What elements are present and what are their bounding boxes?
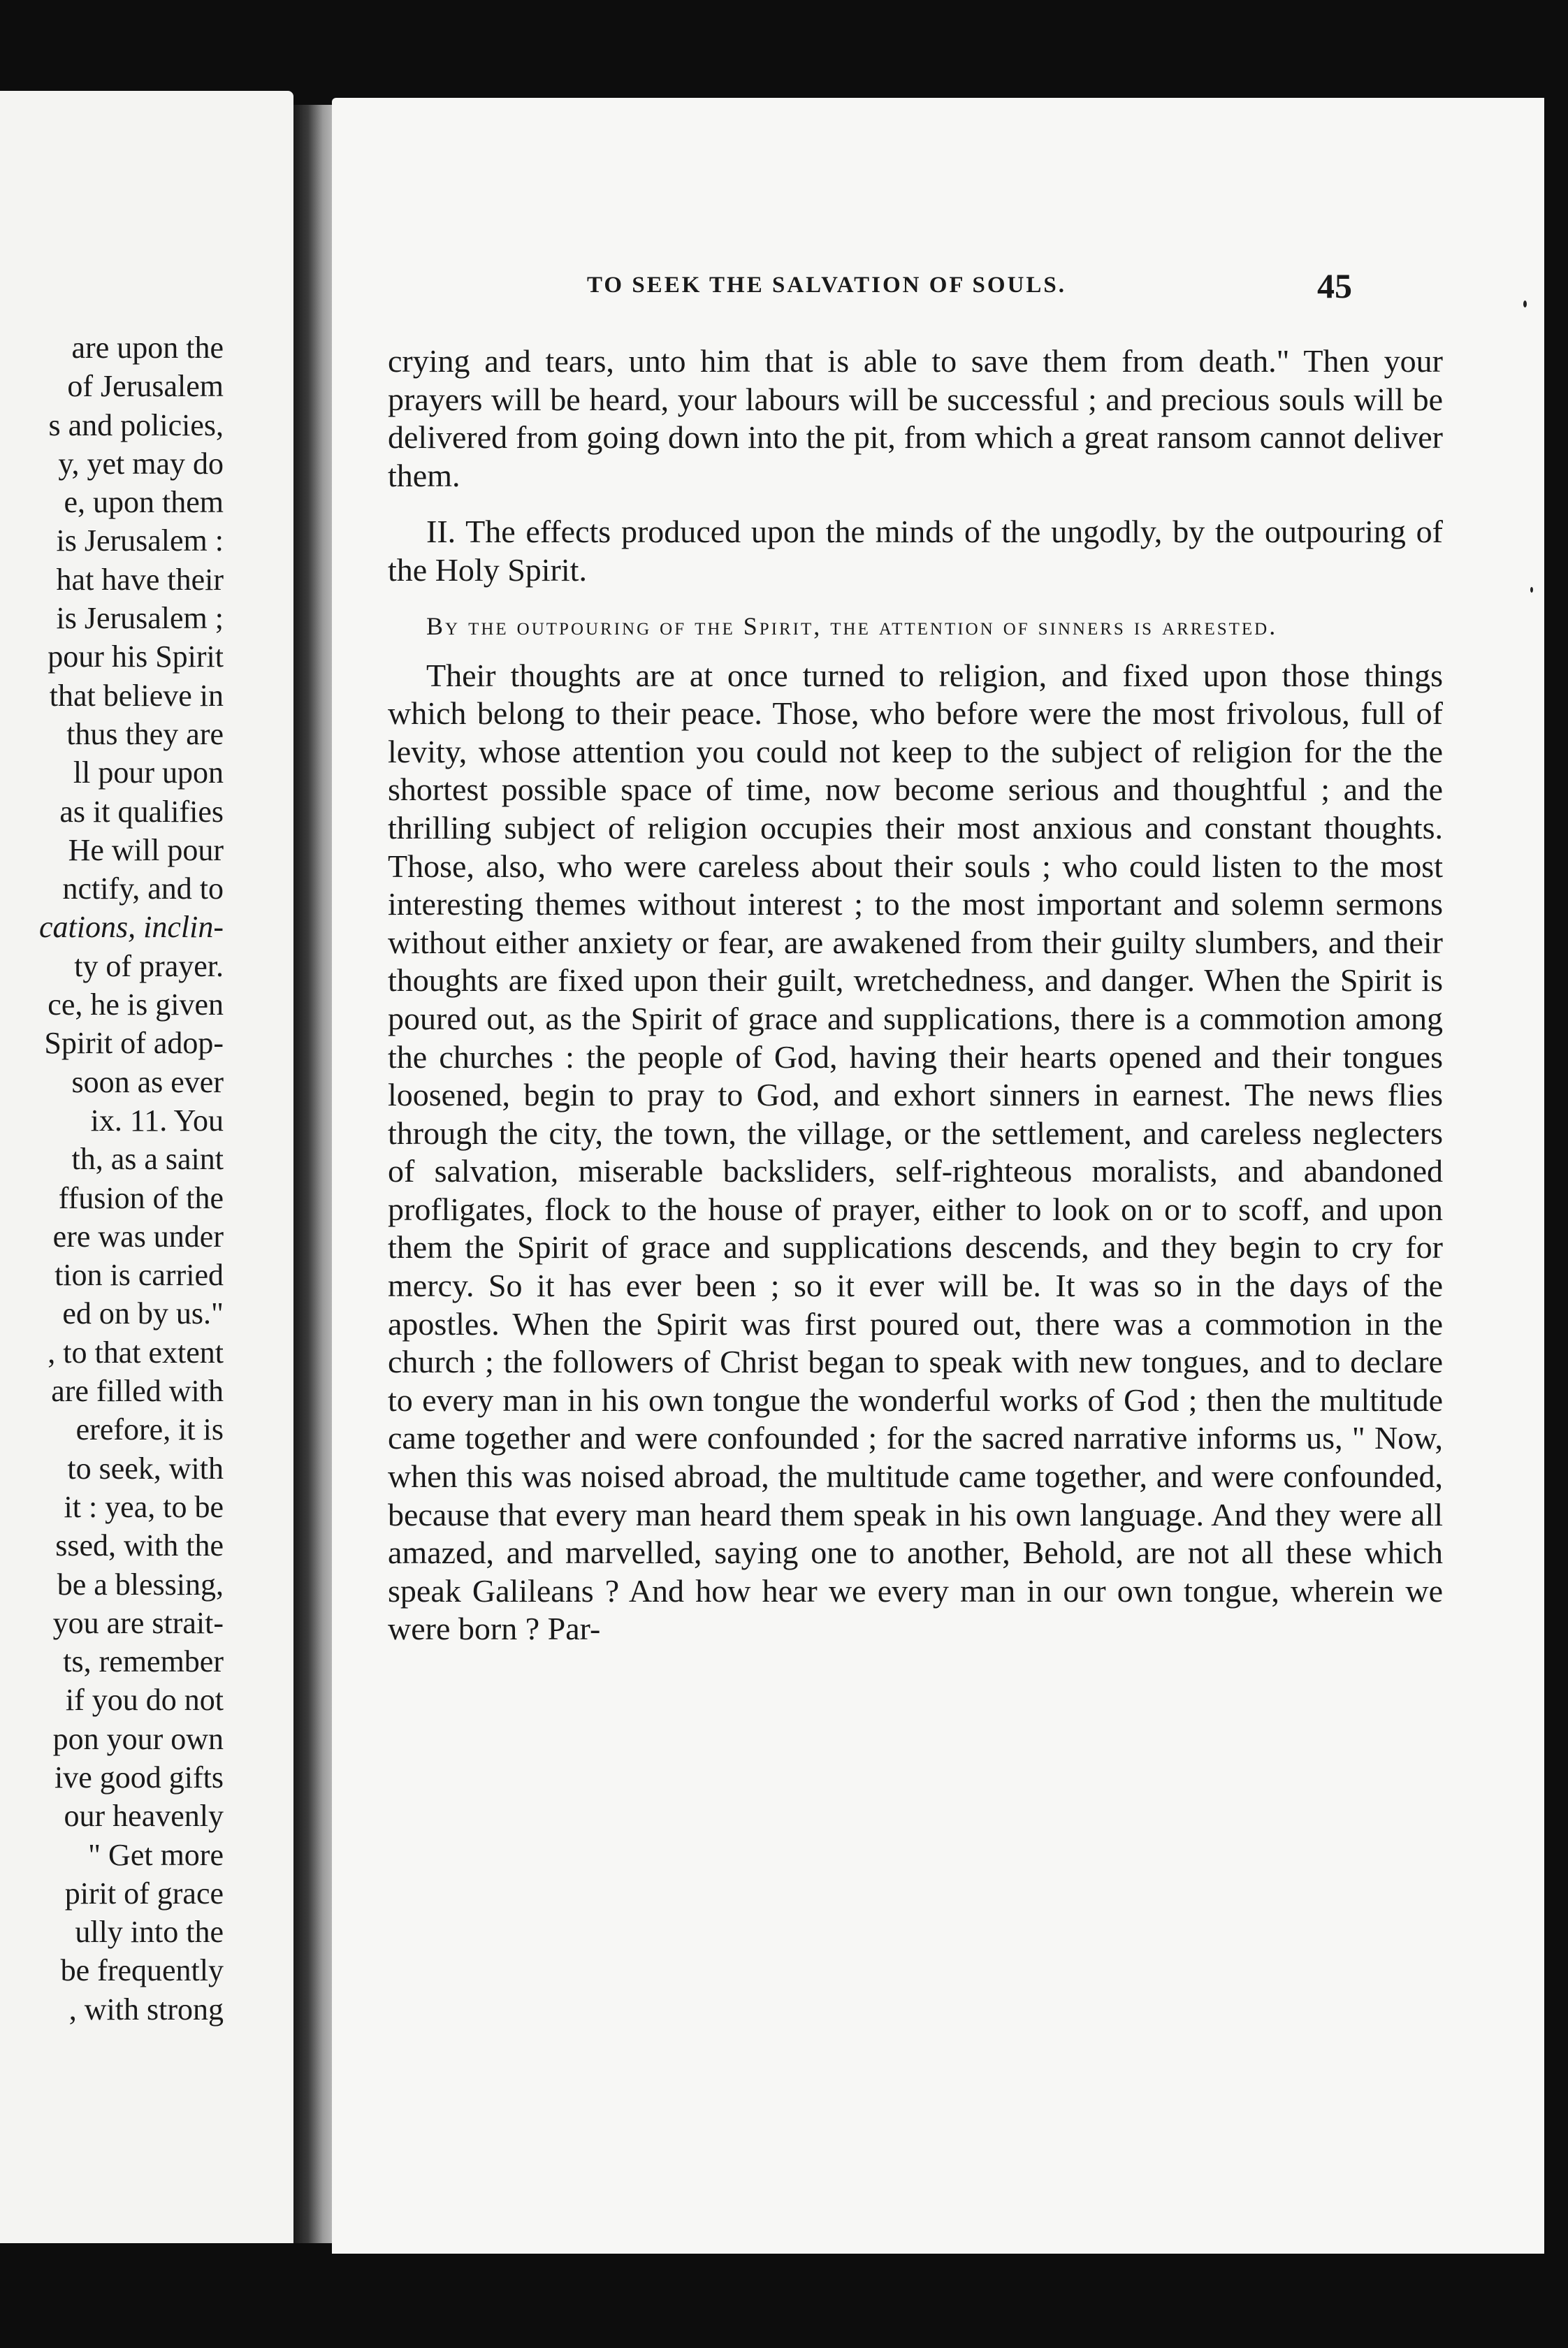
left-line: to seek, with [67, 1451, 224, 1486]
left-page-text [0, 328, 224, 2029]
left-line: ully into the [75, 1915, 224, 1950]
left-line: are filled with [51, 1374, 224, 1409]
scan-speck [1530, 587, 1533, 593]
subheading: By the outpouring of the Spirit, the attention of sinners is arrested. [426, 611, 1278, 640]
left-line: nctify, and to [62, 871, 224, 906]
left-page [0, 91, 293, 2243]
left-line: ffusion of the [58, 1180, 224, 1215]
left-line: it : yea, to be [64, 1489, 224, 1524]
left-line: ce, he is given [48, 987, 224, 1022]
scan-speck [1523, 300, 1527, 307]
left-line: e, upon them [64, 485, 224, 520]
left-line: Spirit of adop- [44, 1026, 224, 1061]
left-line: th, as a saint [71, 1142, 224, 1177]
left-line: , to that extent [48, 1335, 224, 1370]
left-line: ll pour upon [73, 755, 224, 790]
left-line: pirit of grace [64, 1876, 224, 1911]
body-text [388, 342, 1443, 1648]
left-line: is Jerusalem ; [56, 601, 224, 636]
left-line: that believe in [49, 678, 224, 713]
paragraph: Their thoughts are at once turned to religion, and fixed upon those things which belong to their peace. Those, who before were the most frivolous, full of levity, whose attention you could not keep to the subject of religion for the the shortest possible space of time, now become serious and thoughtful ; and the thrilling subject of religion occupies their most anxious and constant thoughts. Those, also, who were careless about their souls ; who could listen to the most interesting themes without interest ; to the most important and solemn sermons without either anxiety or fear, are awakened from their guilty slumbers, and their thoughts are fixed upon their guilt, wretchedness, and danger. When the Spirit is poured out, as the Spirit of grace and supplications, there is a commotion among the churches : the people of God, having their hearts opened and their tongues loosened, begin to pray to God, and exhort sinners in earnest. The news flies through the city, the town, the village, or the settlement, and careless neglecters of salvation, miserable backsliders, self-righteous moralists, and abandoned profligates, flock to the house of prayer, either to look on or to scoff, and upon them the Spirit of grace and supplications descends, and they begin to cry for mercy. So it has ever been ; so it ever will be. It was so in the days of the apostles. When the Spirit was first poured out, there was a commotion in the church ; the followers of Christ began to speak with new tongues, and to declare to every man in his own tongue the wonderful works of God ; then the multitude came together and were confounded ; for the sacred narrative informs us, " Now, when this was noised abroad, the multitude came together, and were confounded, because that every man heard them speak in his own language. And they were all amazed, and marvelled, saying one to another, Behold, are not all these which speak Galileans ? And how hear we every man in our own tongue, wherein we were born ? Par- [388, 657, 1443, 1647]
left-line: ive good gifts [55, 1760, 224, 1795]
left-line: s and policies, [48, 407, 224, 442]
left-line: cations, inclin- [39, 910, 224, 945]
left-line: ere was under [52, 1219, 224, 1254]
section-heading: II. The effects produced upon the minds of the ungodly, by the outpouring of the Holy Spirit. [388, 514, 1443, 588]
left-line: be a blessing, [57, 1567, 224, 1602]
left-line: ts, remember [63, 1644, 224, 1679]
left-line: He will pour [68, 832, 224, 867]
left-line: pon your own [52, 1721, 224, 1756]
left-line: if you do not [65, 1683, 224, 1718]
left-line: you are strait- [52, 1605, 224, 1640]
left-line: be frequently [60, 1953, 224, 1988]
left-line: ssed, with the [55, 1528, 224, 1563]
paragraph: crying and tears, unto him that is able to save them from death." Then your prayers will be heard, your labours will be successful ; and precious souls will be delivered from going down into the pit, from which a great ransom cannot deliver them. [388, 343, 1443, 493]
left-line: pour his Spirit [48, 639, 224, 674]
left-line: , with strong [68, 1992, 224, 2027]
left-line: ty of prayer. [74, 948, 224, 983]
right-page [332, 98, 1544, 2254]
left-line: " Get more [88, 1837, 224, 1872]
left-line: y, yet may do [58, 446, 224, 481]
left-line: ix. 11. You [90, 1103, 224, 1138]
left-line: are upon the [71, 331, 224, 365]
left-line: erefore, it is [75, 1412, 224, 1447]
left-line: ed on by us." [62, 1296, 224, 1331]
left-line: our heavenly [64, 1799, 224, 1834]
left-line: as it qualifies [59, 794, 224, 829]
left-line: thus they are [66, 716, 224, 751]
left-line: of Jerusalem [67, 369, 224, 404]
left-line: is Jerusalem : [56, 523, 224, 558]
running-head-title: TO SEEK THE SALVATION OF SOULS. [587, 273, 1067, 298]
page-number: 45 [1317, 266, 1352, 305]
left-line: hat have their [56, 562, 224, 597]
left-line: soon as ever [71, 1064, 224, 1099]
left-line: tion is carried [55, 1258, 224, 1293]
